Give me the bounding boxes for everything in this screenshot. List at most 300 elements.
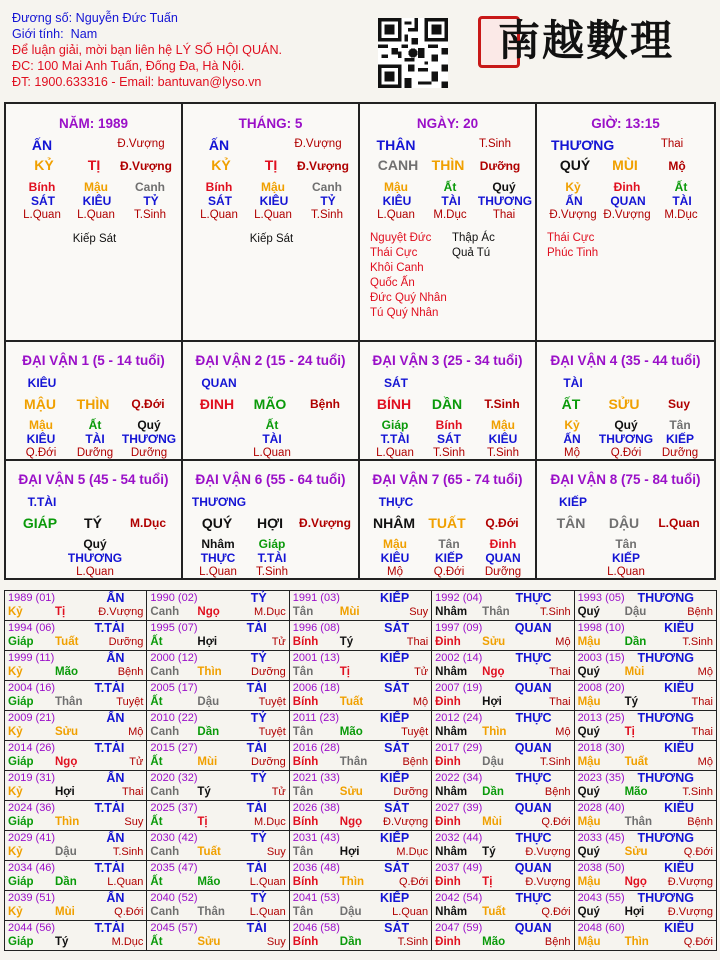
year-can: Ất bbox=[150, 876, 163, 888]
hidden-can: Quý bbox=[614, 418, 638, 432]
year-cell bbox=[5, 801, 147, 831]
hidden-can: Giáp bbox=[258, 537, 286, 551]
hidden-state: Dưỡng bbox=[130, 447, 168, 459]
year-can: Canh bbox=[150, 786, 180, 798]
table-row bbox=[5, 831, 717, 861]
year-can: Kỷ bbox=[8, 786, 23, 798]
year-state: T.Sinh bbox=[539, 606, 571, 618]
year-cell bbox=[5, 891, 147, 921]
year-state: M.Dục bbox=[111, 936, 144, 948]
hidden-state: T.Sinh bbox=[311, 209, 343, 221]
year-star: THƯƠNG bbox=[637, 711, 694, 725]
year-can: Quý bbox=[577, 606, 600, 618]
hidden-state: Đ.Vượng bbox=[549, 209, 597, 221]
year-can: Quý bbox=[577, 906, 600, 918]
year-label: 2018 (30) bbox=[577, 742, 625, 754]
year-chi: Mão bbox=[197, 876, 221, 888]
dai-van-star: THỰC bbox=[378, 495, 414, 509]
yearly-table bbox=[4, 590, 717, 951]
year-star: THỰC bbox=[515, 891, 552, 905]
year-state: Tử bbox=[271, 636, 286, 648]
year-can: Giáp bbox=[8, 696, 34, 708]
year-state: Mộ bbox=[555, 636, 571, 648]
year-label: 2000 (12) bbox=[150, 652, 198, 664]
year-label: 2016 (28) bbox=[292, 742, 340, 754]
hidden-state: L.Quan bbox=[200, 209, 238, 221]
dai-van-star: SÁT bbox=[384, 376, 408, 390]
year-state: Dưỡng bbox=[108, 636, 144, 648]
year-cell bbox=[147, 771, 289, 801]
hidden-can: Mậu bbox=[383, 537, 407, 551]
hidden-star: TÀI bbox=[672, 194, 692, 208]
year-cell bbox=[147, 741, 289, 771]
year-star: T.TÀI bbox=[94, 801, 125, 815]
year-chi: Tị bbox=[55, 606, 66, 618]
year-can: Ất bbox=[150, 756, 163, 768]
year-cell bbox=[432, 591, 574, 621]
year-star: ẤN bbox=[106, 591, 125, 605]
year-star: KIÊU bbox=[664, 921, 694, 935]
hidden-state: Dưỡng bbox=[661, 447, 699, 459]
year-star: T.TÀI bbox=[94, 921, 125, 935]
pillar-star-state: Đ.Vượng bbox=[117, 138, 165, 150]
hidden-star: KIÊU bbox=[488, 432, 518, 446]
year-cell bbox=[289, 771, 431, 801]
table-row bbox=[5, 741, 717, 771]
year-cell bbox=[289, 651, 431, 681]
year-chi: Mùi bbox=[482, 816, 502, 828]
pillar-note: Kiếp Sát bbox=[72, 233, 117, 245]
logo: 南越數理 bbox=[498, 16, 675, 65]
table-row bbox=[5, 801, 717, 831]
year-label: 2037 (49) bbox=[435, 862, 483, 874]
year-chi: Thìn bbox=[624, 936, 649, 948]
contact-line: Để luận giải, mời bạn liên hệ LÝ SỐ HỘI QUÁN. bbox=[12, 43, 283, 57]
year-label: 2025 (37) bbox=[150, 802, 198, 814]
pillar-note-right: Thập Ác bbox=[452, 232, 495, 244]
year-state: Bệnh bbox=[687, 606, 713, 618]
pillar-title: NGÀY: 20 bbox=[416, 116, 479, 131]
year-state: Q.Đới bbox=[541, 906, 571, 918]
hidden-can: Kỷ bbox=[564, 418, 580, 432]
year-star: ẤN bbox=[106, 651, 125, 665]
year-label: 2026 (38) bbox=[292, 802, 340, 814]
year-can: Mậu bbox=[577, 936, 601, 948]
hidden-star: SÁT bbox=[208, 194, 232, 208]
year-can: Nhâm bbox=[435, 906, 468, 918]
year-star: KIÊU bbox=[664, 621, 694, 635]
dai-van-can: GIÁP bbox=[22, 515, 58, 531]
year-chi: Ngọ bbox=[624, 876, 647, 888]
year-star: SÁT bbox=[384, 921, 410, 935]
year-label: 1999 (11) bbox=[8, 652, 55, 664]
year-can: Đinh bbox=[435, 876, 461, 888]
year-chi: Thân bbox=[197, 906, 225, 918]
qr-code bbox=[378, 18, 448, 88]
year-can: Bính bbox=[292, 756, 319, 768]
dai-van-box bbox=[183, 461, 360, 578]
table-row bbox=[5, 861, 717, 891]
table-row bbox=[5, 651, 717, 681]
dai-van-star: KIẾP bbox=[558, 495, 587, 509]
year-cell bbox=[5, 621, 147, 651]
dai-van-chi: DẬU bbox=[608, 515, 640, 531]
year-state: Thai bbox=[406, 636, 429, 648]
year-cell bbox=[5, 681, 147, 711]
table-row bbox=[5, 921, 717, 951]
year-chi: Dần bbox=[55, 876, 77, 888]
dai-van-title: ĐẠI VẬN 7 (65 - 74 tuổi) bbox=[372, 472, 523, 487]
year-cell bbox=[289, 681, 431, 711]
dai-van-box bbox=[6, 461, 183, 578]
year-star: ẤN bbox=[106, 891, 125, 905]
year-chi: Hợi bbox=[624, 906, 645, 918]
year-state: Tử bbox=[129, 756, 144, 768]
year-can: Ất bbox=[150, 696, 163, 708]
year-star: KIẾP bbox=[379, 771, 410, 785]
hidden-star: TÀI bbox=[441, 194, 461, 208]
hidden-star: TỶ bbox=[143, 194, 159, 208]
hidden-can: Ất bbox=[88, 418, 102, 432]
year-star: QUAN bbox=[514, 861, 552, 875]
year-cell bbox=[432, 681, 574, 711]
year-label: 2048 (60) bbox=[577, 922, 625, 934]
year-cell bbox=[432, 801, 574, 831]
year-label: 2020 (32) bbox=[150, 772, 198, 784]
hidden-star: T.TÀI bbox=[380, 432, 410, 446]
hidden-star: THƯƠNG bbox=[598, 432, 654, 446]
dai-van-state: Q.Đới bbox=[131, 397, 165, 411]
year-state: Mộ bbox=[555, 726, 571, 738]
year-state: Tử bbox=[414, 666, 429, 678]
year-can: Bính bbox=[292, 696, 319, 708]
year-cell bbox=[574, 741, 716, 771]
year-can: Giáp bbox=[8, 876, 34, 888]
year-label: 2039 (51) bbox=[8, 892, 56, 904]
year-label: 1995 (07) bbox=[150, 622, 198, 634]
hidden-can: Ất bbox=[674, 180, 688, 194]
year-state: Mộ bbox=[697, 756, 713, 768]
year-star: T.TÀI bbox=[94, 861, 125, 875]
hidden-star: SÁT bbox=[437, 432, 461, 446]
year-state: Mộ bbox=[412, 696, 429, 708]
year-label: 2036 (48) bbox=[292, 862, 340, 874]
year-cell bbox=[432, 621, 574, 651]
year-state: Bệnh bbox=[687, 816, 713, 828]
year-state: Dưỡng bbox=[251, 756, 286, 768]
hidden-can: Bính bbox=[28, 180, 56, 194]
dai-van-title: ĐẠI VẬN 4 (35 - 44 tuổi) bbox=[550, 353, 701, 368]
year-label: 2007 (19) bbox=[435, 682, 483, 694]
year-can: Kỷ bbox=[8, 606, 23, 618]
pillar-can: QUÝ bbox=[559, 157, 591, 173]
year-cell bbox=[289, 831, 431, 861]
year-chi: Mão bbox=[55, 666, 78, 678]
year-can: Đinh bbox=[435, 936, 461, 948]
year-cell bbox=[5, 921, 147, 951]
hidden-can: Mậu bbox=[491, 418, 515, 432]
year-star: KIẾP bbox=[379, 831, 410, 845]
year-label: 2014 (26) bbox=[8, 742, 56, 754]
pillar-chi-state: Đ.Vượng bbox=[297, 159, 349, 173]
dai-van-can: NHÂM bbox=[373, 515, 415, 531]
year-star: QUAN bbox=[514, 741, 552, 755]
pillar-chi: TỊ bbox=[264, 157, 278, 173]
year-can: Canh bbox=[150, 906, 180, 918]
year-state: Dưỡng bbox=[251, 666, 286, 678]
year-cell bbox=[147, 861, 289, 891]
dai-van-chi: MÃO bbox=[253, 396, 287, 412]
year-cell bbox=[574, 891, 716, 921]
year-state: Thai bbox=[691, 726, 713, 738]
pillar-star-state: T.Sinh bbox=[479, 138, 511, 150]
hidden-star: QUAN bbox=[485, 551, 521, 565]
dai-van-can: ẤT bbox=[561, 396, 581, 412]
dai-van-state: Suy bbox=[667, 397, 690, 411]
year-can: Quý bbox=[577, 726, 600, 738]
pillar-box bbox=[183, 104, 360, 342]
year-label: 1994 (06) bbox=[8, 622, 56, 634]
dai-van-title: ĐẠI VẬN 8 (75 - 84 tuổi) bbox=[550, 472, 701, 487]
header-info bbox=[12, 10, 352, 90]
year-state: Suy bbox=[266, 936, 286, 948]
year-cell bbox=[432, 891, 574, 921]
year-star: ẤN bbox=[106, 711, 125, 725]
year-chi: Tý bbox=[624, 696, 638, 708]
year-chi: Hợi bbox=[482, 696, 502, 708]
year-chi: Ngọ bbox=[197, 606, 220, 618]
year-chi: Tý bbox=[339, 636, 354, 648]
dai-van-title: ĐẠI VẬN 2 (15 - 24 tuổi) bbox=[195, 353, 346, 368]
year-star: SÁT bbox=[384, 681, 410, 695]
year-star: KIẾP bbox=[379, 891, 410, 905]
year-chi: Dần bbox=[339, 936, 362, 948]
year-label: 2022 (34) bbox=[435, 772, 483, 784]
gender-line: Giới tính: Nam bbox=[12, 27, 98, 41]
year-label: 2031 (43) bbox=[292, 832, 340, 844]
hidden-can: Ất bbox=[443, 180, 457, 194]
dai-van-star: TÀI bbox=[563, 376, 583, 390]
pillar-title: GIỜ: 13:15 bbox=[591, 116, 660, 131]
year-star: THƯƠNG bbox=[637, 771, 694, 785]
dai-van-box bbox=[360, 461, 537, 578]
hidden-state: Q.Đới bbox=[433, 566, 465, 578]
hidden-can: Bính bbox=[435, 418, 463, 432]
hidden-can: Đinh bbox=[489, 537, 517, 551]
year-state: T.Sinh bbox=[397, 936, 429, 948]
year-label: 2011 (23) bbox=[292, 712, 340, 724]
year-can: Giáp bbox=[8, 756, 34, 768]
year-chi: Sửu bbox=[197, 936, 221, 948]
dai-van-box bbox=[537, 342, 714, 461]
pillar-box bbox=[6, 104, 183, 342]
hidden-can: Kỷ bbox=[565, 180, 581, 194]
hidden-star: T.TÀI bbox=[257, 551, 287, 565]
year-state: Dưỡng bbox=[393, 786, 429, 798]
hidden-can: Ất bbox=[265, 418, 279, 432]
hidden-star: THƯƠNG bbox=[67, 551, 123, 565]
year-can: Bính bbox=[292, 876, 319, 888]
pillar-chi-state: Dưỡng bbox=[479, 159, 521, 173]
year-state: Q.Đới bbox=[683, 846, 713, 858]
year-star: SÁT bbox=[384, 801, 410, 815]
year-can: Tân bbox=[292, 786, 314, 798]
owner-line: Đương số: Nguyễn Đức Tuấn bbox=[12, 11, 178, 25]
year-chi: Mão bbox=[624, 786, 648, 798]
year-cell bbox=[432, 831, 574, 861]
year-can: Tân bbox=[292, 846, 314, 858]
year-state: Bệnh bbox=[117, 666, 144, 678]
year-chi: Tuất bbox=[339, 696, 364, 708]
dai-van-chi: TUẤT bbox=[428, 515, 466, 531]
dai-van-star: KIÊU bbox=[27, 376, 57, 390]
year-star: SÁT bbox=[384, 621, 410, 635]
hidden-star: KIÊU bbox=[259, 194, 289, 208]
dai-van-state: Q.Đới bbox=[485, 516, 519, 530]
year-can: Nhâm bbox=[435, 846, 468, 858]
year-can: Canh bbox=[150, 666, 180, 678]
dai-van-state: M.Dục bbox=[130, 516, 166, 530]
year-cell bbox=[5, 771, 147, 801]
year-label: 2044 (56) bbox=[8, 922, 56, 934]
year-chi: Ngọ bbox=[339, 816, 363, 828]
year-star: THƯƠNG bbox=[637, 591, 694, 605]
year-cell bbox=[574, 681, 716, 711]
dai-van-title: ĐẠI VẬN 3 (25 - 34 tuổi) bbox=[372, 353, 523, 368]
year-label: 2035 (47) bbox=[150, 862, 198, 874]
table-row bbox=[5, 681, 717, 711]
dai-van-chi: SỬU bbox=[608, 396, 640, 412]
year-star: TÀI bbox=[246, 921, 267, 935]
year-cell bbox=[289, 801, 431, 831]
year-state: Q.Đới bbox=[541, 816, 571, 828]
year-can: Đinh bbox=[435, 816, 461, 828]
pillar-note-left: Đức Quý Nhân bbox=[370, 292, 447, 304]
pillar-can: KỶ bbox=[211, 157, 231, 173]
year-state: Tử bbox=[271, 786, 286, 798]
year-state: T.Sinh bbox=[682, 636, 713, 648]
year-cell bbox=[574, 621, 716, 651]
hidden-state: M.Dục bbox=[664, 209, 698, 221]
pillar-title: THÁNG: 5 bbox=[238, 116, 303, 131]
hidden-star: KIÊU bbox=[382, 194, 412, 208]
year-chi: Thân bbox=[55, 696, 83, 708]
year-chi: Hợi bbox=[339, 846, 360, 858]
year-can: Mậu bbox=[577, 696, 601, 708]
year-state: Thai bbox=[691, 696, 713, 708]
year-label: 2030 (42) bbox=[150, 832, 198, 844]
year-can: Mậu bbox=[577, 756, 601, 768]
year-cell bbox=[147, 681, 289, 711]
pillar-chi: MÙI bbox=[612, 157, 638, 173]
year-label: 1997 (09) bbox=[435, 622, 483, 634]
year-label: 2023 (35) bbox=[577, 772, 625, 784]
dai-van-can: BÍNH bbox=[376, 396, 412, 412]
year-cell bbox=[574, 861, 716, 891]
year-cell bbox=[289, 921, 431, 951]
pillar-note-left: Thái Cực bbox=[547, 232, 595, 244]
year-state: M.Dục bbox=[254, 606, 286, 618]
year-chi: Hợi bbox=[197, 636, 218, 648]
year-chi: Hợi bbox=[55, 786, 75, 798]
year-label: 2040 (52) bbox=[150, 892, 198, 904]
table-row bbox=[5, 591, 717, 621]
year-star: TÀI bbox=[246, 861, 267, 875]
pillar-note-left: Phúc Tinh bbox=[547, 247, 599, 259]
year-state: M.Dục bbox=[254, 816, 286, 828]
year-chi: Thìn bbox=[339, 876, 365, 888]
hidden-state: T.Sinh bbox=[134, 209, 166, 221]
hidden-can: Quý bbox=[83, 537, 107, 551]
year-state: T.Sinh bbox=[682, 786, 713, 798]
year-chi: Mão bbox=[339, 726, 363, 738]
hidden-star: THỰC bbox=[200, 551, 236, 565]
year-state: Tuyệt bbox=[116, 696, 144, 708]
year-chi: Sửu bbox=[482, 636, 506, 648]
year-chi: Ngọ bbox=[482, 666, 505, 678]
year-star: T.TÀI bbox=[94, 681, 125, 695]
hidden-star: KIÊU bbox=[82, 194, 112, 208]
year-star: KIÊU bbox=[664, 861, 694, 875]
year-label: 2010 (22) bbox=[150, 712, 198, 724]
year-star: THỰC bbox=[515, 651, 552, 665]
year-state: L.Quan bbox=[249, 876, 286, 888]
year-can: Quý bbox=[577, 666, 600, 678]
year-state: Đ.Vượng bbox=[98, 606, 144, 618]
year-chi: Tị bbox=[197, 816, 208, 828]
year-can: Ất bbox=[150, 936, 163, 948]
hidden-star: TÀI bbox=[262, 432, 282, 446]
year-label: 2034 (46) bbox=[8, 862, 56, 874]
year-can: Kỷ bbox=[8, 666, 23, 678]
year-star: THƯƠNG bbox=[637, 831, 694, 845]
year-cell bbox=[147, 801, 289, 831]
hidden-state: T.Sinh bbox=[487, 447, 519, 459]
year-can: Tân bbox=[292, 906, 314, 918]
year-label: 1998 (10) bbox=[577, 622, 625, 634]
year-label: 2002 (14) bbox=[435, 652, 483, 664]
hidden-can: Mậu bbox=[384, 180, 408, 194]
year-state: Q.Đới bbox=[398, 876, 429, 888]
year-can: Mậu bbox=[577, 876, 601, 888]
year-state: Suy bbox=[266, 846, 286, 858]
dai-van-box bbox=[183, 342, 360, 461]
year-cell bbox=[5, 651, 147, 681]
year-state: Tuyệt bbox=[258, 726, 286, 738]
year-label: 2024 (36) bbox=[8, 802, 56, 814]
year-can: Ất bbox=[150, 816, 163, 828]
hidden-star: THƯƠNG bbox=[121, 432, 177, 446]
dai-van-can: QUÝ bbox=[201, 515, 233, 531]
hidden-state: Q.Đới bbox=[610, 447, 642, 459]
pillar-star: ẤN bbox=[31, 137, 53, 153]
year-star: QUAN bbox=[514, 801, 552, 815]
hidden-star: SÁT bbox=[31, 194, 55, 208]
year-can: Đinh bbox=[435, 756, 461, 768]
year-can: Đinh bbox=[435, 636, 461, 648]
year-cell bbox=[289, 591, 431, 621]
year-star: SÁT bbox=[384, 861, 410, 875]
hidden-can: Mậu bbox=[261, 180, 285, 194]
year-chi: Dậu bbox=[624, 606, 647, 618]
year-label: 1993 (05) bbox=[577, 592, 625, 604]
year-label: 2029 (41) bbox=[8, 832, 56, 844]
year-can: Bính bbox=[292, 936, 319, 948]
year-can: Tân bbox=[292, 606, 314, 618]
year-star: TỶ bbox=[250, 831, 267, 845]
year-label: 2041 (53) bbox=[292, 892, 340, 904]
year-chi: Thân bbox=[339, 756, 368, 768]
